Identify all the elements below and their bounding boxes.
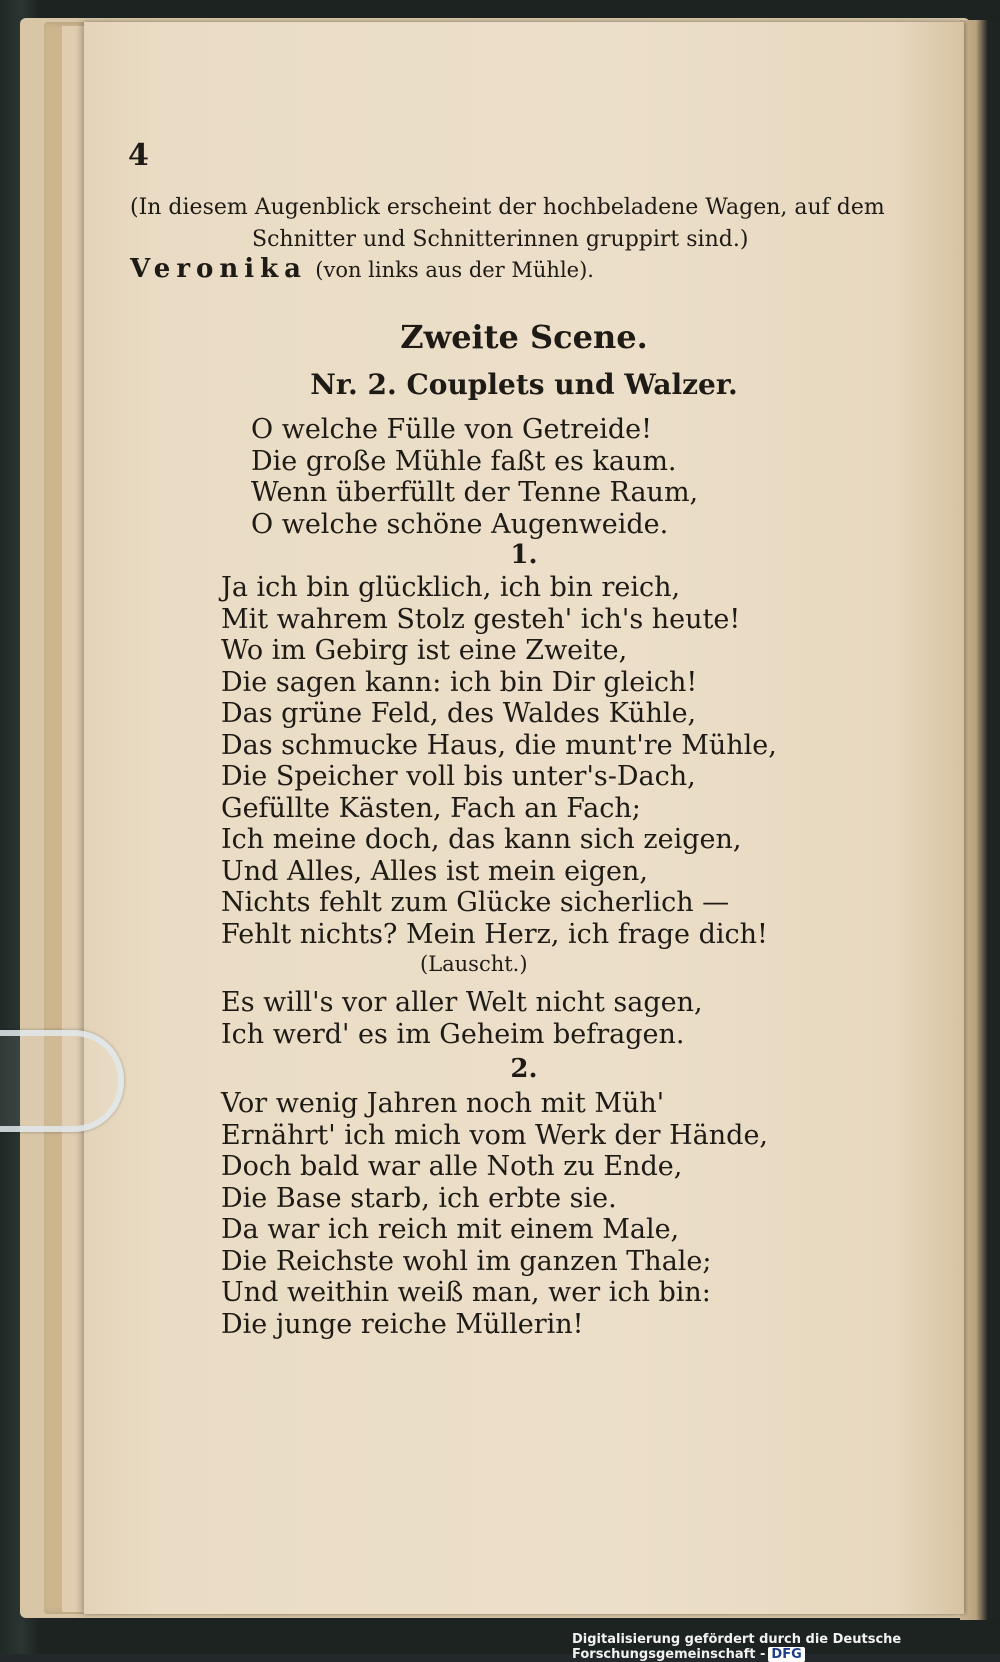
verse-line: Mit wahrem Stolz gesteh' ich's heute! <box>221 603 741 635</box>
verse-line: Doch bald war alle Noth zu Ende, <box>221 1151 683 1182</box>
verse-line: Das grüne Feld, des Waldes Kühle, <box>221 698 697 729</box>
verse-line: Die sagen kann: ich bin Dir gleich! <box>221 666 698 698</box>
verse-2-stanza <box>221 1088 768 1340</box>
scene-title: Zweite Scene. <box>400 318 648 356</box>
verse-line: Die Base starb, ich erbte sie. <box>221 1182 617 1214</box>
verse-line: Da war ich reich mit einem Male, <box>221 1214 680 1245</box>
dfg-logo: DFG <box>768 1647 804 1662</box>
book-gutter <box>960 20 1000 1620</box>
verse-number: 2. <box>510 1054 538 1084</box>
verse-line: Und Alles, Alles ist mein eigen, <box>221 855 648 887</box>
verse-1-stanza <box>221 572 777 950</box>
verse-line: Das schmucke Haus, die munt're Mühle, <box>221 729 777 761</box>
verse-line: Wenn überfüllt der Tenne Raum, <box>251 477 699 508</box>
speaker-line <box>130 254 594 284</box>
verse-line: Vor wenig Jahren noch mit Müh' <box>221 1088 665 1119</box>
book-page <box>84 22 964 1614</box>
verse-line: O welche schöne Augenweide. <box>251 508 669 540</box>
stage-aside: (Lauscht.) <box>420 952 528 976</box>
verse-line: Und weithin weiß man, wer ich bin: <box>221 1277 711 1308</box>
footer-text: Digitalisierung gefördert durch die Deutsche Forschungsgemeinschaft - <box>572 1632 902 1662</box>
verse-line: Die große Mühle faßt es kaum. <box>251 445 677 477</box>
verse-line: Die Speicher voll bis unter's-Dach, <box>221 761 696 792</box>
verse-line: Gefüllte Kästen, Fach an Fach; <box>221 792 641 824</box>
verse-number: 1. <box>510 540 538 570</box>
verse-line: Ich werd' es im Geheim befragen. <box>221 1018 685 1050</box>
verse-line: Ich meine doch, das kann sich zeigen, <box>221 824 742 855</box>
verse-line: Die junge reiche Müllerin! <box>221 1308 584 1340</box>
verse-1-coda <box>221 987 703 1050</box>
number-title: Nr. 2. Couplets und Walzer. <box>310 368 738 401</box>
verse-line: Es will's vor aller Welt nicht sagen, <box>221 987 703 1018</box>
page-number: 4 <box>128 138 149 173</box>
verse-line: Die Reichste wohl im ganzen Thale; <box>221 1245 712 1277</box>
verse-line: O welche Fülle von Getreide! <box>251 414 652 445</box>
speaker-name: Veronika <box>130 254 308 284</box>
verse-line: Ja ich bin glücklich, ich bin reich, <box>221 572 681 603</box>
stage-direction <box>130 192 940 256</box>
funding-footer <box>572 1632 1000 1662</box>
verse-line: Wo im Gebirg ist eine Zweite, <box>221 635 628 666</box>
stage-direction-line: (In diesem Augenblick erscheint der hochbeladene Wagen, auf dem <box>130 195 885 220</box>
verse-line: Fehlt nichts? Mein Herz, ich frage dich! <box>221 918 768 950</box>
stage-direction-line: Schnitter und Schnitterinnen gruppirt sind.) <box>252 227 749 252</box>
verse-line: Ernährt' ich mich vom Werk der Hände, <box>221 1119 769 1151</box>
speaker-direction: (von links aus der Mühle). <box>315 258 594 282</box>
page-clip <box>0 1030 124 1132</box>
verse-line: Nichts fehlt zum Glücke sicherlich — <box>221 887 730 918</box>
intro-stanza <box>251 414 698 540</box>
